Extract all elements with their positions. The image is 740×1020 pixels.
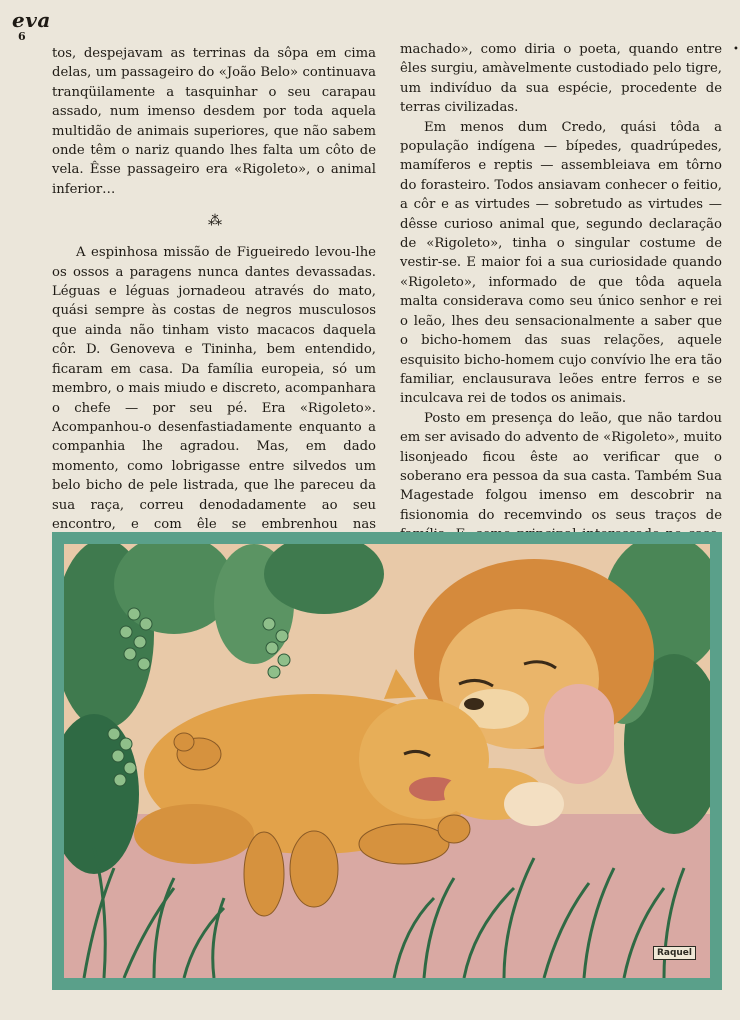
left-paragraph-1: tos, despejavam as terrinas da sôpa em cima delas, um passageiro do «João Belo» continuava tranqüilamente a tasquinhar o seu carapau assado, num imenso desdem por toda aquela multidão de animais superiores, que não sabem onde têm o nariz quando lhes falta um côto de vela. Êsse passageiro era «Rigoleto», o animal inferior… — [52, 46, 376, 197]
right-paragraph-3: Posto em presença do leão, que não tardou em ser avisado do advento de «Rigoleto», muito lisonjeado ficou êste ao verificar que o soberano era pessoa da sua casta. Também Sua Magestade folgou imenso em descobrir na fisionomia do recemvindo os seus traços de — [400, 410, 722, 523]
artist-signature: Raquel — [653, 946, 696, 960]
magazine-title: eva — [12, 8, 51, 32]
right-paragraph-2: Em menos dum Credo, quási tôda a população indígena — bípedes, quadrúpedes, mamíferos e reptis — assembleiava em tôrno do forasteiro. Todos ansiavam conhecer o feitio, a côr e as virtudes — sobretudo as virtudes — dêsse curioso animal que, segundo declaração de «Rigoleto», tinha o singular costume de vestir-se. E maior foi a sua curiosidade quando «Rigoleto», informado de que tôda aquela malta considerava como seu único senhor e rei o leão, lhes deu sensacionalmente a saber que o bicho-homem das suas relações, aquele esquisito bicho-homem cujo convívio lhe era tão familiar, enclausurava leões entre ferros e se inculcava rei de todos os animais. — [400, 119, 722, 407]
left-paragraph-2: A espinhosa missão de Figueiredo levou-lhe os ossos a paragens nunca dantes devassadas. Léguas e léguas jornadeou através do mato, quási sempre às costas de negros musculosos que ainda não tinham visto macacos daquela côr. D. Genoveva e Tininha, bem entendido, ficaram em casa. Da família europeia, só um membro, o mais miudo e discreto, acompanhara o chefe — por seu pé. Era «Rigoleto». Acompanhou-o desenfastiadamente enquanto a companhia lhe agradou. Mas, em dado momento, como lobrigasse entre silvedos um belo bicho de pele listrada, que lhe pareceu da sua raça, correu denodadamente ao seu encontro, e com êle se embrenhou nas — [52, 245, 376, 532]
right-paragraph-1: machado», como diria o poeta, quando entre êles surgiu, amàvelmente custodiado pelo tigre, um indivíduo da sua espécie, procedente de terras civilizadas. — [400, 42, 722, 116]
page-number: 6 — [18, 30, 26, 43]
lion-family-illustration — [52, 532, 722, 990]
margin-mark: • — [733, 44, 739, 55]
section-separator: ⁂ — [208, 213, 220, 230]
lion-family-drawing — [64, 544, 710, 978]
